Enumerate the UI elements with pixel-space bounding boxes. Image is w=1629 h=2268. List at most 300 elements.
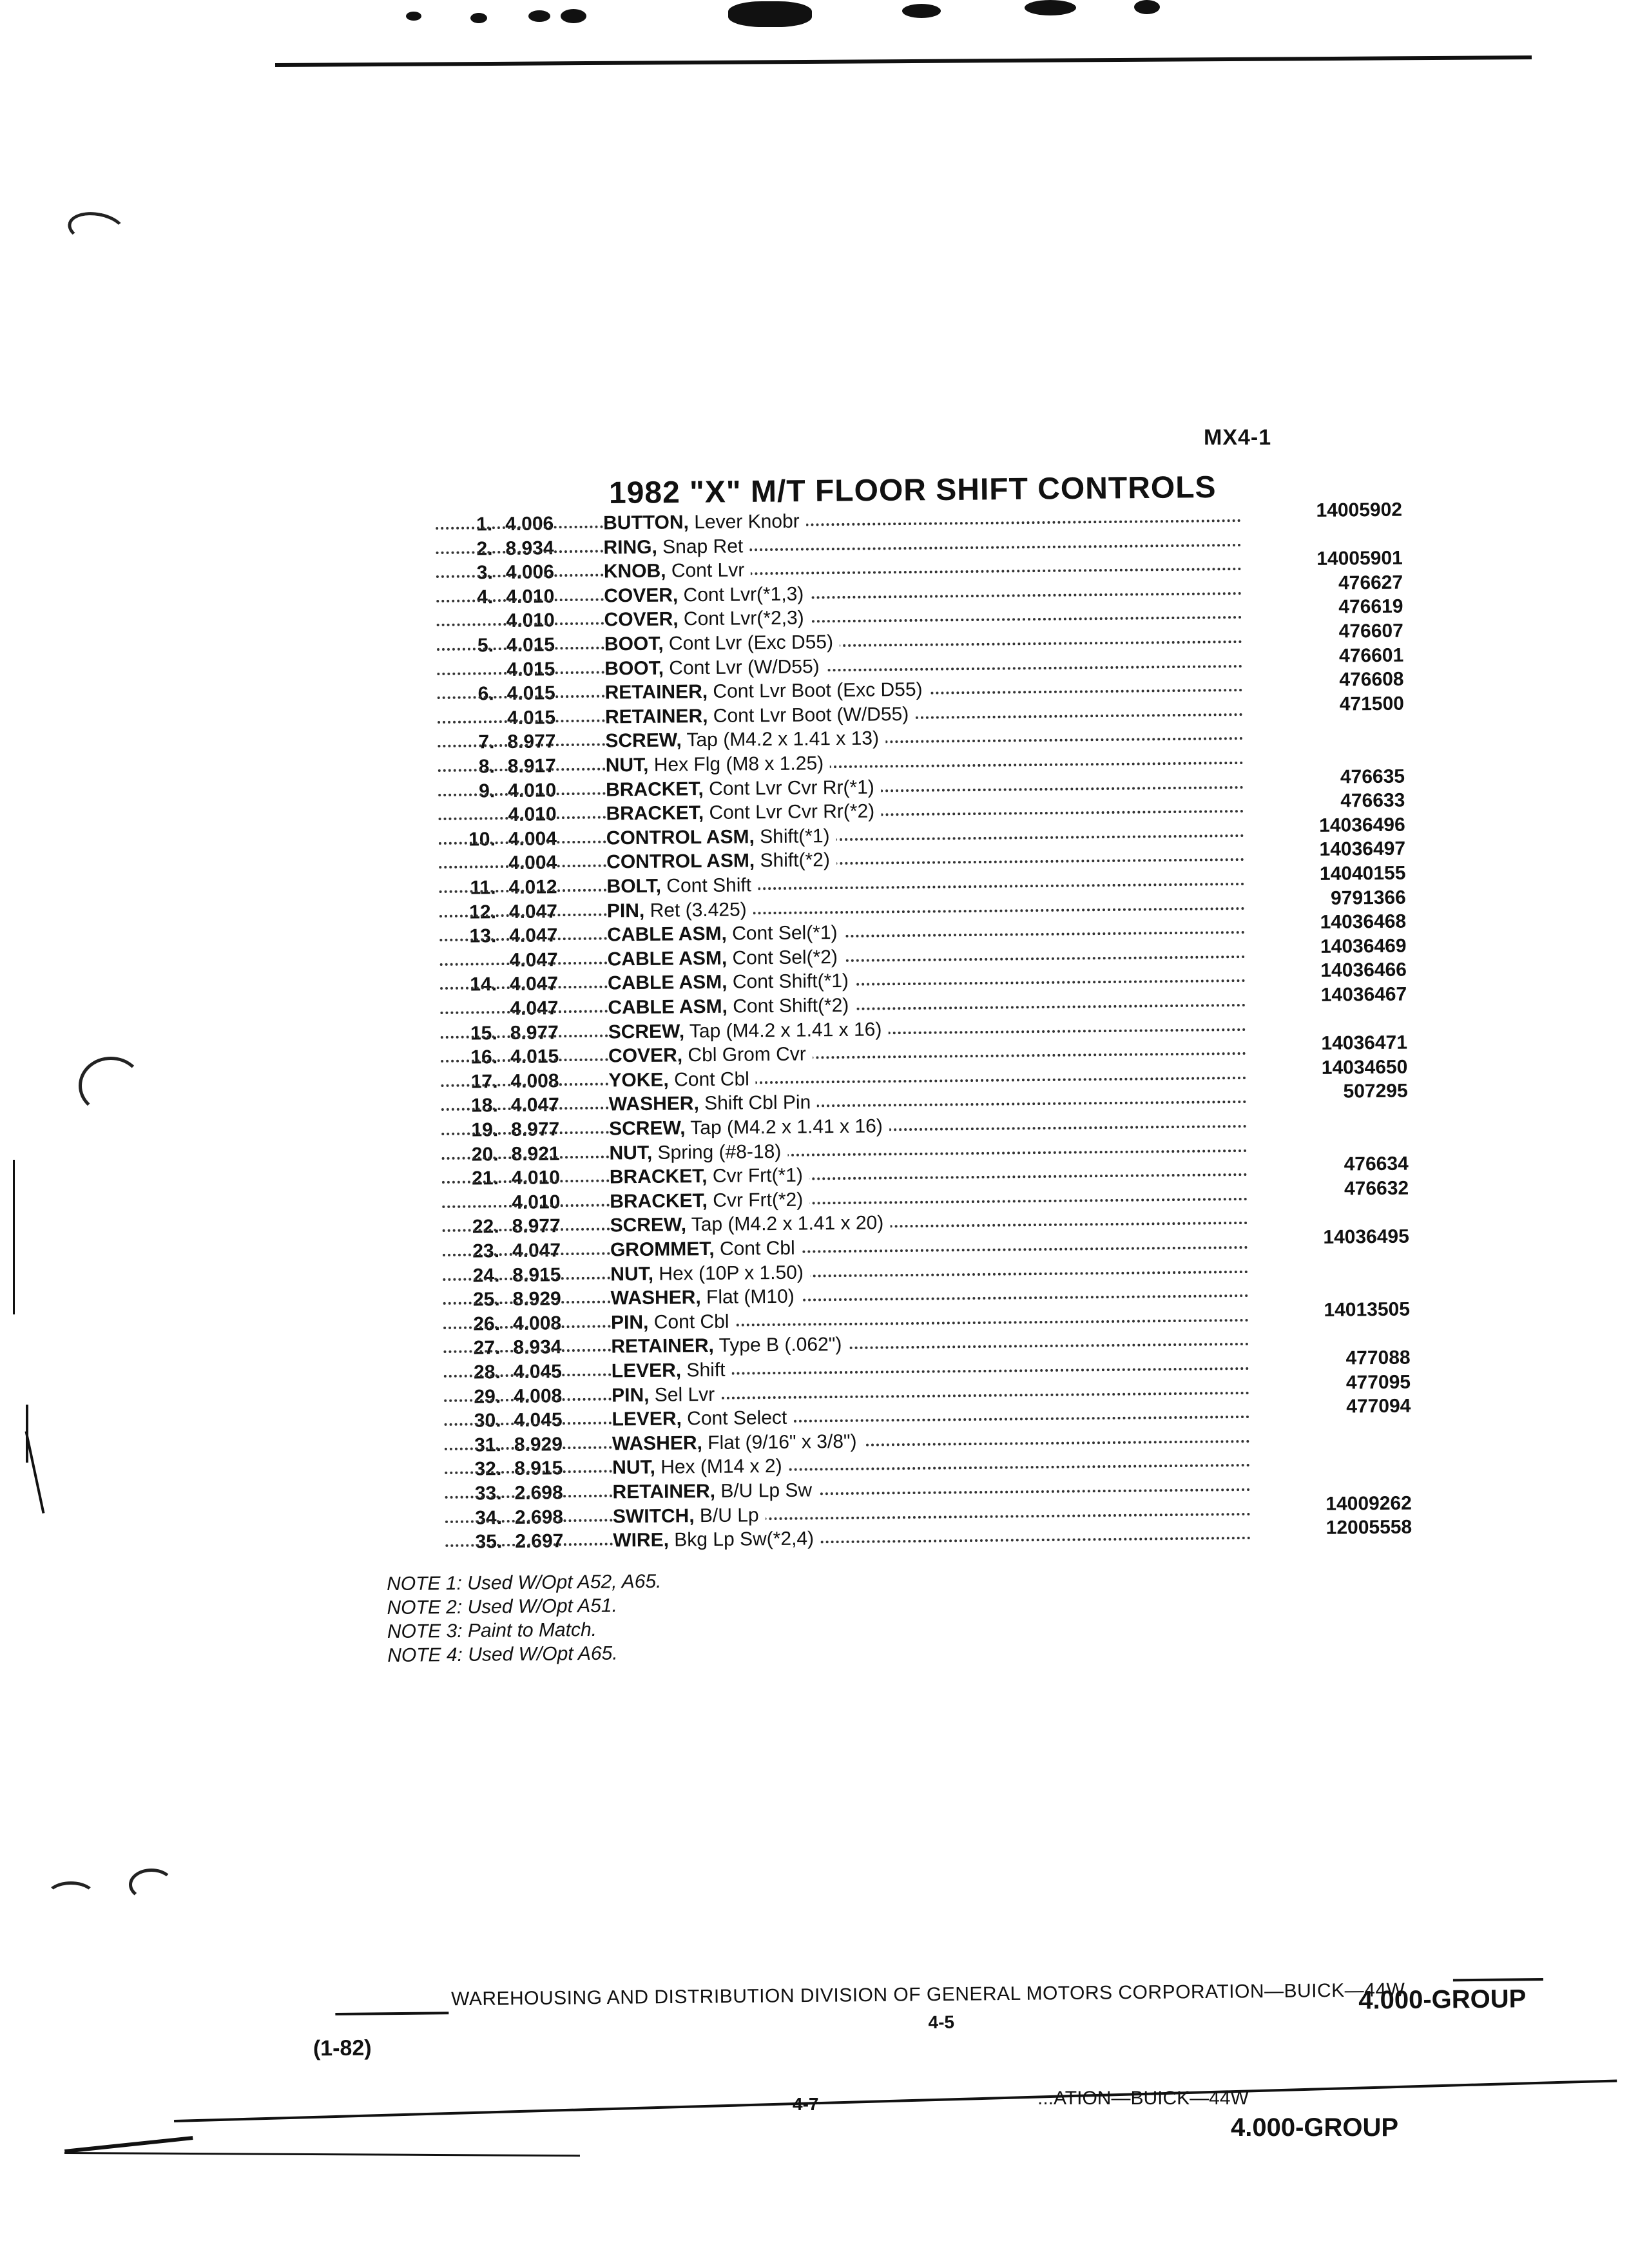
group-number: 4.004	[508, 852, 557, 874]
part-detail: Shift(*1)	[754, 825, 830, 848]
part-description	[607, 899, 753, 922]
group-number: 8.915	[512, 1264, 561, 1286]
dot-leader	[439, 858, 1244, 869]
scan-mark	[406, 12, 421, 21]
item-number: 35.	[475, 1531, 503, 1553]
ghost-rule	[174, 2079, 1617, 2122]
part-description	[604, 608, 810, 631]
group-number: 4.008	[512, 1312, 562, 1334]
part-detail: Cont Shift(*1)	[727, 970, 849, 994]
part-description	[612, 1383, 721, 1407]
scan-mark	[25, 1431, 45, 1514]
group-number: 2.698	[514, 1506, 564, 1528]
scan-mark	[129, 1869, 174, 1901]
part-number: 476634	[1344, 1153, 1409, 1175]
part-description	[612, 1430, 863, 1455]
part-detail: Cont Lvr (Exc D55)	[663, 631, 834, 655]
part-name: BRACKET,	[610, 1189, 708, 1213]
part-description	[606, 825, 836, 849]
part-name: CABLE ASM,	[607, 947, 728, 970]
group-number: 4.015	[506, 682, 555, 705]
part-detail: Cont Select	[681, 1407, 787, 1430]
group-number: 4.012	[508, 876, 557, 898]
scan-mark	[1025, 0, 1076, 15]
part-name: RING,	[603, 536, 658, 559]
parts-list	[436, 499, 1425, 1577]
part-description	[604, 656, 826, 680]
part-number: 476627	[1338, 572, 1403, 594]
item-number: 17.	[470, 1070, 498, 1093]
part-number: 14009262	[1325, 1492, 1412, 1515]
part-detail: Cont Lvr Cvr Rr(*2)	[703, 800, 875, 824]
ghost-footer-group: 4.000-GROUP	[1231, 2113, 1399, 2142]
part-description	[613, 1528, 820, 1552]
group-number: 4.047	[508, 900, 558, 923]
ghost-footer-text: ...ATION—BUICK—44W	[1037, 2088, 1249, 2109]
part-detail: Cvr Frt(*2)	[707, 1189, 804, 1211]
part-detail: Shift	[680, 1359, 726, 1381]
part-name: SCREW,	[609, 1117, 686, 1140]
part-name: PIN,	[611, 1384, 650, 1407]
part-description	[608, 995, 855, 1019]
part-detail: Cont Lvr	[666, 559, 745, 582]
part-description	[610, 1189, 809, 1213]
group-number: 4.010	[506, 610, 555, 632]
part-description	[612, 1360, 732, 1383]
item-number: 8.	[478, 756, 495, 778]
item-number: 32.	[474, 1458, 502, 1480]
group-number: 8.917	[507, 755, 556, 777]
part-description	[605, 679, 929, 704]
part-number: 14005901	[1316, 547, 1403, 570]
group-number: 4.015	[506, 658, 555, 680]
group-number: 4.015	[506, 634, 555, 656]
part-name: RETAINER,	[604, 681, 708, 704]
scan-mark	[65, 208, 128, 250]
group-number: 4.047	[509, 973, 559, 995]
part-name: WIRE,	[613, 1529, 670, 1552]
dot-leader	[436, 544, 1242, 554]
part-name: NUT,	[609, 1142, 653, 1164]
group-number: 4.010	[511, 1167, 561, 1189]
group-number: 8.934	[505, 537, 554, 559]
item-number: 27.	[473, 1337, 501, 1359]
dot-leader	[441, 1100, 1247, 1111]
part-number: 476608	[1339, 668, 1404, 691]
group-number: 4.045	[513, 1361, 563, 1383]
page-title: 1982 "X" M/T FLOOR SHIFT CONTROLS	[608, 470, 1217, 510]
part-detail: Cont Lvr Boot (W/D55)	[708, 703, 909, 727]
group-number: 8.921	[511, 1142, 560, 1165]
part-detail: Tap (M4.2 x 1.41 x 20)	[686, 1212, 884, 1236]
part-name: CABLE ASM,	[608, 995, 728, 1019]
group-number: 4.010	[508, 803, 557, 826]
part-detail: Cont Cbl	[668, 1068, 750, 1091]
part-number: 476601	[1338, 644, 1404, 667]
part-detail: Flat (M10)	[700, 1285, 795, 1309]
group-number: 8.977	[512, 1215, 561, 1238]
part-detail: Shift Cbl Pin	[699, 1091, 811, 1115]
scan-mark	[45, 1881, 97, 1914]
dot-leader	[436, 592, 1242, 602]
dot-leader	[445, 1416, 1250, 1426]
part-name: NUT,	[612, 1457, 656, 1479]
part-name: LEVER,	[611, 1360, 682, 1382]
part-detail: Tap (M4.2 x 1.41 x 13)	[681, 727, 880, 751]
part-name: PIN,	[606, 899, 645, 922]
part-number: 471500	[1339, 693, 1405, 715]
part-name: NUT,	[605, 754, 649, 776]
part-detail: Cont Lvr(*1,3)	[678, 583, 804, 606]
part-detail: Bkg Lp Sw(*2,4)	[668, 1528, 815, 1551]
part-detail: Cont Lvr Boot (Exc D55)	[707, 678, 923, 703]
part-detail: Hex (M14 x 2)	[655, 1456, 782, 1479]
item-number: 14.	[470, 974, 497, 995]
dot-leader	[441, 1077, 1246, 1087]
dot-leader	[443, 1319, 1249, 1329]
ghost-arrow	[64, 2136, 193, 2153]
part-name: SCREW,	[610, 1214, 687, 1236]
part-name: BRACKET,	[605, 778, 704, 801]
part-description	[605, 728, 885, 753]
dot-leader	[439, 834, 1244, 845]
part-detail: Cont Shift(*2)	[727, 994, 849, 1017]
part-number: 477094	[1346, 1395, 1411, 1418]
item-number: 12.	[469, 901, 497, 923]
part-name: WASHER,	[610, 1287, 701, 1309]
group-number: 4.047	[509, 925, 558, 947]
part-description	[606, 874, 758, 898]
group-number: 4.010	[512, 1191, 561, 1213]
dot-leader	[443, 1271, 1248, 1281]
group-number: 4.010	[507, 779, 557, 802]
part-description	[606, 849, 836, 873]
part-name: CONTROL ASM,	[606, 826, 755, 849]
group-number: 4.047	[512, 1240, 561, 1262]
part-name: RETAINER,	[604, 705, 708, 728]
footer-group: 4.000-GROUP	[1358, 1984, 1527, 2015]
part-number: 507295	[1343, 1080, 1408, 1102]
part-detail: Cbl Grom Cvr	[682, 1043, 806, 1066]
scan-mark	[79, 1057, 143, 1115]
part-name: KNOB,	[603, 560, 666, 582]
item-number: 25.	[472, 1289, 500, 1311]
part-number: 14036466	[1320, 959, 1407, 982]
footer	[313, 1978, 1559, 2061]
dot-leader	[445, 1464, 1250, 1474]
item-number: 15.	[470, 1022, 497, 1044]
group-number: 4.006	[505, 513, 554, 535]
group-number: 4.015	[506, 707, 556, 729]
dot-leader	[437, 665, 1242, 675]
part-detail: Spring (#8-18)	[652, 1140, 782, 1164]
group-number: 8.977	[507, 731, 556, 753]
scan-mark	[528, 10, 550, 22]
part-name: COVER,	[604, 584, 679, 607]
part-description	[610, 1165, 809, 1189]
group-number: 8.929	[514, 1433, 563, 1456]
group-number: 4.047	[510, 997, 559, 1019]
item-number: 18.	[470, 1095, 498, 1117]
part-detail: Tap (M4.2 x 1.41 x 16)	[684, 1018, 882, 1042]
dot-leader	[438, 762, 1244, 772]
scan-mark	[470, 13, 487, 23]
part-description	[612, 1407, 793, 1431]
part-detail: Cont Cbl	[714, 1237, 795, 1260]
part-description	[606, 753, 831, 776]
part-name: SCREW,	[608, 1020, 685, 1043]
group-number: 4.047	[510, 1094, 560, 1117]
group-number: 8.915	[514, 1457, 563, 1480]
part-name: CABLE ASM,	[607, 923, 727, 946]
item-number: 11.	[470, 877, 496, 899]
group-number: 4.015	[510, 1046, 559, 1068]
part-description	[608, 1019, 889, 1043]
part-name: SWITCH,	[612, 1504, 695, 1528]
part-detail: Snap Ret	[657, 535, 744, 558]
footer-date: (1-82)	[313, 2035, 372, 2061]
scan-mark	[902, 4, 941, 18]
note: NOTE 3: Paint to Match.	[387, 1619, 597, 1642]
part-number: 14036495	[1323, 1225, 1409, 1248]
part-detail: Cont Lvr (W/D55)	[663, 655, 820, 679]
item-number: 20.	[471, 1143, 499, 1166]
part-description	[611, 1334, 848, 1358]
footer-rule	[335, 2012, 448, 2015]
part-name: NUT,	[610, 1263, 654, 1285]
item-number: 34.	[475, 1506, 503, 1529]
group-number: 4.008	[510, 1070, 559, 1092]
part-description	[605, 704, 916, 729]
part-name: LEVER,	[612, 1408, 682, 1430]
dot-leader	[443, 1246, 1248, 1256]
scan-mark	[13, 1160, 15, 1314]
dot-leader	[445, 1513, 1251, 1523]
item-number: 7.	[478, 731, 495, 753]
part-description	[604, 583, 810, 607]
part-name: RETAINER,	[611, 1335, 715, 1358]
item-number: 9.	[478, 780, 496, 802]
group-number: 8.977	[510, 1021, 559, 1044]
group-number: 4.004	[508, 828, 557, 850]
part-detail: Cvr Frt(*1)	[707, 1164, 804, 1187]
part-description	[606, 801, 881, 825]
part-name: COVER,	[608, 1044, 683, 1067]
item-number: 31.	[474, 1434, 502, 1456]
part-name: CONTROL ASM,	[606, 850, 755, 873]
part-description	[608, 1068, 756, 1091]
group-number: 4.010	[506, 586, 555, 608]
item-number: 22.	[472, 1216, 499, 1238]
item-number: 4.	[477, 586, 494, 608]
part-description	[613, 1504, 766, 1528]
part-detail: Flat (9/16" x 3/8")	[702, 1430, 857, 1454]
dot-leader	[444, 1367, 1249, 1378]
dot-leader	[439, 883, 1245, 893]
item-number: 19.	[471, 1119, 499, 1141]
dot-leader	[442, 1198, 1248, 1208]
group-number: 8.929	[512, 1288, 561, 1311]
part-description	[606, 776, 881, 801]
part-name: BOOT,	[604, 633, 664, 655]
note: NOTE 4: Used W/Opt A65.	[387, 1642, 618, 1666]
part-description	[604, 631, 840, 656]
part-name: GROMMET,	[610, 1238, 715, 1261]
dot-leader	[436, 519, 1241, 530]
item-number: 10.	[468, 828, 496, 850]
part-detail: Cont Lvr Cvr Rr(*1)	[703, 776, 874, 800]
part-number: 476619	[1338, 595, 1403, 618]
dot-leader	[445, 1488, 1251, 1499]
part-name: BRACKET,	[609, 1166, 708, 1188]
part-number: 14005902	[1316, 499, 1403, 521]
part-description	[609, 1092, 818, 1116]
part-name: WASHER,	[612, 1432, 703, 1455]
dot-leader	[439, 907, 1245, 918]
part-detail: Type B (.062")	[713, 1334, 842, 1357]
part-name: BUTTON,	[602, 512, 689, 534]
part-name: COVER,	[604, 608, 679, 631]
part-description	[612, 1479, 818, 1503]
group-number: 8.934	[513, 1336, 562, 1359]
scan-mark	[561, 9, 586, 23]
group-number: 8.977	[511, 1119, 560, 1140]
part-detail: Hex Flg (M8 x 1.25)	[648, 753, 824, 776]
ghost-footer-page: 4-7	[793, 2094, 819, 2114]
part-number: 14036496	[1319, 814, 1405, 836]
part-detail: Sel Lvr	[649, 1383, 715, 1406]
part-description	[603, 510, 806, 534]
part-description	[609, 1140, 787, 1164]
part-name: PIN,	[610, 1311, 649, 1334]
part-number: 9791366	[1330, 887, 1406, 909]
part-description	[610, 1262, 810, 1285]
part-name: RETAINER,	[612, 1480, 716, 1503]
note: NOTE 1: Used W/Opt A52, A65.	[387, 1570, 662, 1595]
part-detail: Tap (M4.2 x 1.41 x 16)	[685, 1115, 883, 1139]
part-number: 14036497	[1319, 838, 1406, 861]
item-number: 13.	[469, 925, 497, 947]
part-name: CABLE ASM,	[607, 972, 728, 994]
part-detail: Shift(*2)	[755, 849, 831, 872]
dot-leader	[436, 568, 1242, 578]
part-number: 14013505	[1324, 1298, 1411, 1321]
part-description	[610, 1213, 890, 1237]
part-detail: Cont Sel(*2)	[727, 946, 838, 969]
part-detail: Hex (10P x 1.50)	[653, 1262, 804, 1285]
dot-leader	[437, 616, 1242, 626]
part-number: 477088	[1345, 1347, 1411, 1369]
item-number: 3.	[476, 562, 494, 584]
part-name: BOLT,	[606, 875, 662, 898]
item-number: 26.	[473, 1312, 501, 1335]
dot-leader	[441, 1052, 1246, 1062]
footer-text: WAREHOUSING AND DISTRIBUTION DIVISION OF GENERAL MOTORS CORPORATION—BUICK—44W	[450, 1979, 1405, 2010]
part-name: BRACKET,	[606, 802, 704, 825]
group-number: 4.047	[509, 949, 558, 971]
part-number: 14036471	[1321, 1032, 1408, 1055]
part-description	[607, 922, 844, 947]
group-number: 4.045	[514, 1409, 563, 1432]
footer-rule	[1453, 1978, 1543, 1981]
part-number: 14040155	[1319, 862, 1406, 885]
item-number: 6.	[477, 683, 494, 705]
item-number: 16.	[470, 1046, 498, 1068]
dot-leader	[442, 1149, 1248, 1160]
scan-mark	[1134, 0, 1160, 14]
ghost-rule	[64, 2152, 580, 2157]
part-description	[611, 1286, 801, 1310]
part-number: 476607	[1338, 620, 1403, 642]
item-number: 24.	[472, 1264, 500, 1287]
dot-leader	[445, 1537, 1251, 1547]
item-number: 1.	[476, 514, 493, 535]
part-description	[608, 1044, 813, 1068]
part-number: 477095	[1345, 1371, 1411, 1394]
item-number: 28.	[473, 1361, 501, 1383]
item-number: 30.	[474, 1410, 501, 1432]
part-description	[609, 1115, 889, 1140]
dot-leader	[444, 1392, 1249, 1402]
dot-leader	[442, 1173, 1248, 1184]
group-number: 4.008	[513, 1385, 563, 1407]
part-detail: Ret (3.425)	[644, 898, 747, 921]
part-number: 14036469	[1320, 935, 1407, 957]
part-detail: Cont Lvr(*2,3)	[678, 607, 804, 630]
part-detail: Lever Knobr	[688, 510, 800, 533]
part-description	[604, 559, 751, 582]
part-description	[607, 947, 844, 971]
part-number: 14036468	[1320, 910, 1407, 934]
part-description	[612, 1456, 789, 1479]
part-description	[610, 1238, 802, 1262]
item-number: 21.	[472, 1168, 499, 1189]
part-detail: B/U Lp	[694, 1504, 759, 1526]
part-name: BOOT,	[604, 657, 664, 680]
part-detail: Cont Cbl	[648, 1311, 729, 1333]
part-description	[603, 535, 749, 559]
part-description	[608, 970, 855, 995]
part-number: 14034650	[1321, 1056, 1408, 1079]
part-name: YOKE,	[608, 1069, 669, 1091]
notes	[387, 1570, 662, 1667]
part-number: 12005558	[1325, 1516, 1412, 1539]
part-detail: B/U Lp Sw	[715, 1479, 813, 1502]
item-number: 2.	[476, 537, 493, 559]
part-number: 476633	[1340, 789, 1405, 812]
part-number: 476632	[1344, 1177, 1409, 1200]
item-number: 29.	[474, 1385, 501, 1408]
part-number: 14036467	[1320, 983, 1407, 1006]
group-number: 4.006	[505, 561, 555, 584]
scan-mark	[728, 1, 812, 27]
item-number: 5.	[477, 635, 494, 657]
footer-page-number: 4-5	[928, 2012, 955, 2033]
note: NOTE 2: Used W/Opt A51.	[387, 1595, 618, 1619]
part-number: 476635	[1340, 765, 1405, 788]
group-number: 2.697	[515, 1530, 564, 1553]
part-name: SCREW,	[605, 729, 682, 752]
part-description	[611, 1311, 736, 1334]
part-detail: Cont Shift	[660, 874, 752, 897]
top-rule	[275, 55, 1532, 67]
part-name: WASHER,	[608, 1093, 699, 1115]
item-number: 23.	[472, 1240, 500, 1262]
page-id: MX4-1	[1204, 425, 1272, 450]
part-detail: Cont Sel(*1)	[726, 922, 838, 945]
group-number: 2.698	[514, 1482, 563, 1504]
dot-leader	[443, 1294, 1249, 1305]
